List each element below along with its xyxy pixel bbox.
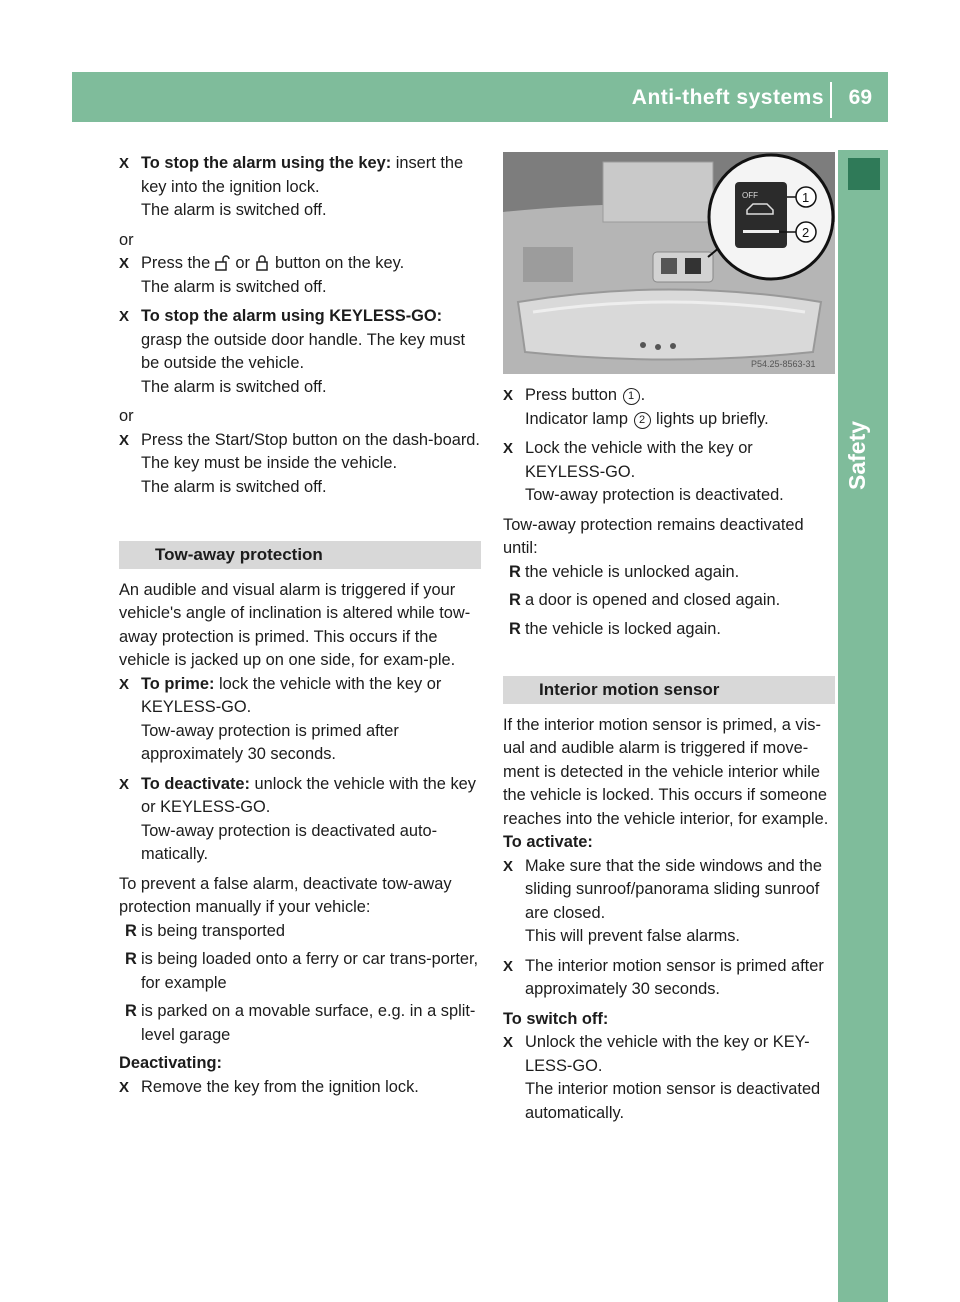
step-stop-alarm-key: X To stop the alarm using the key: insert the key into the ignition lock. The alarm is switched off. (119, 152, 481, 223)
bullet-icon: R (509, 562, 521, 581)
interior-motion-intro: If the interior motion sensor is primed, a vis-ual and audible alarm is triggered if move-ment is detected in the vehicle interior while the vehicle is locked. This occurs if someone reaches into the vehicle interior, for example. (503, 715, 829, 828)
callout-ref-2: 2 (634, 412, 651, 429)
step-arrow-icon: X (503, 387, 514, 404)
step-deactivate: X To deactivate: unlock the vehicle with the key or KEYLESS-GO. Tow-away protection is deactivated auto-matically. (119, 773, 481, 867)
step-arrow-icon: X (119, 308, 130, 325)
step-result: Tow-away protection is deactivated auto-matically. (141, 821, 438, 863)
list-item: R the vehicle is locked again. (503, 618, 835, 642)
side-tab-label: Safety (844, 420, 870, 490)
step-prime: X To prime: lock the vehicle with the key or KEYLESS-GO. Tow-away protection is primed after approximately 30 seconds. (119, 673, 481, 767)
list-item: R is being transported (119, 920, 481, 944)
step-arrow-icon: X (503, 440, 514, 457)
right-column (503, 152, 835, 1131)
tab-marker (848, 158, 880, 190)
step-arrow-icon: X (119, 1078, 130, 1096)
unlock-icon (215, 254, 231, 271)
section-side-tab (838, 150, 888, 1302)
photo-code: P54.25-8563-31 (751, 359, 816, 369)
off-label: OFF (742, 191, 758, 200)
bullet-icon: R (125, 1002, 137, 1020)
header-divider (830, 82, 832, 118)
step-arrow-icon: X (503, 857, 514, 875)
step-result: Tow-away protection is deactivated. (525, 486, 784, 504)
step-sensor-primed: X The interior motion sensor is primed after approximately 30 seconds. (503, 956, 824, 998)
section-heading-tow-away: Tow-away protection (119, 541, 481, 569)
step-arrow-icon: X (119, 675, 130, 693)
step-unlock-vehicle: X Unlock the vehicle with the key or KEY-LESS-GO. The interior motion sensor is deactivated automatically. (503, 1031, 835, 1125)
lock-icon (254, 254, 270, 271)
remains-deactivated-text: Tow-away protection remains deactivated until: (503, 515, 804, 557)
step-stop-alarm-keyless: X To stop the alarm using KEYLESS-GO: grasp the outside door handle. The key must be outside the vehicle. The alarm is switched off. (119, 305, 481, 399)
left-column (119, 152, 481, 1105)
bullet-icon: R (125, 921, 137, 940)
step-result: This will prevent false alarms. (525, 927, 740, 945)
callout-2: 2 (802, 225, 810, 240)
step-result: The alarm is switched off. (141, 277, 327, 296)
step-arrow-icon: X (119, 255, 130, 272)
step-result: The interior motion sensor is deactivated automatically. (525, 1080, 821, 1122)
overhead-control-illustration (503, 152, 835, 374)
step-arrow-icon: X (119, 155, 130, 172)
step-start-stop-button: X Press the Start/Stop button on the dash-board. The key must be inside the vehicle. The alarm is switched off. (119, 429, 481, 500)
step-arrow-icon: X (503, 957, 514, 975)
bullet-icon: R (509, 591, 521, 609)
step-arrow-icon: X (119, 775, 130, 793)
list-item: R the vehicle is unlocked again. (503, 561, 835, 585)
section-heading-interior-motion: Interior motion sensor (503, 676, 835, 704)
step-result: The alarm is switched off. (141, 477, 327, 496)
step-press-key-button: X Press the or button on the key. The alarm is switched off. (119, 252, 481, 299)
to-switch-off-label: To switch off: (503, 1009, 609, 1028)
step-result: The alarm is switched off. (141, 377, 327, 396)
step-arrow-icon: X (503, 1034, 514, 1051)
or-text: or (119, 230, 134, 249)
chapter-title: Anti-theft systems (631, 86, 824, 109)
to-activate-label: To activate: (503, 833, 593, 851)
or-text: or (119, 407, 134, 425)
tow-away-intro: An audible and visual alarm is triggered if your vehicle's angle of inclination is altered while tow-away protection is primed. This occurs if the vehicle is jacked up on one side, for exam-ple. (119, 580, 471, 669)
bullet-icon: R (125, 950, 137, 968)
step-result: Indicator lamp 2 lights up briefly. (525, 409, 769, 428)
step-close-windows: X Make sure that the side windows and the sliding sunroof/panorama sliding sunroof are closed. This will prevent false alarms. (503, 855, 835, 949)
step-result: Tow-away protection is primed after approximately 30 seconds. (141, 721, 399, 763)
list-item: R a door is opened and closed again. (503, 589, 835, 613)
page-header (72, 72, 888, 122)
overhead-control-photo (503, 152, 835, 374)
deactivating-label: Deactivating: (119, 1054, 222, 1072)
list-item: R is being loaded onto a ferry or car trans-porter, for example (125, 950, 479, 992)
bullet-icon: R (509, 619, 521, 638)
step-arrow-icon: X (119, 431, 130, 449)
list-item: R is parked on a movable surface, e.g. in a split-level garage (125, 1002, 476, 1044)
page-number: 69 (848, 86, 872, 109)
step-remove-key: X Remove the key from the ignition lock. (119, 1076, 481, 1100)
callout-ref-1: 1 (623, 388, 640, 405)
false-alarm-text: To prevent a false alarm, deactivate tow-away protection manually if your vehicle: (119, 874, 452, 916)
step-press-button: X Press button 1 . Indicator lamp 2 lights up briefly. (503, 384, 835, 431)
callout-1: 1 (802, 190, 810, 205)
step-result: The alarm is switched off. (141, 201, 327, 219)
step-lock-vehicle: X Lock the vehicle with the key or KEYLESS-GO. Tow-away protection is deactivated. (503, 437, 835, 508)
